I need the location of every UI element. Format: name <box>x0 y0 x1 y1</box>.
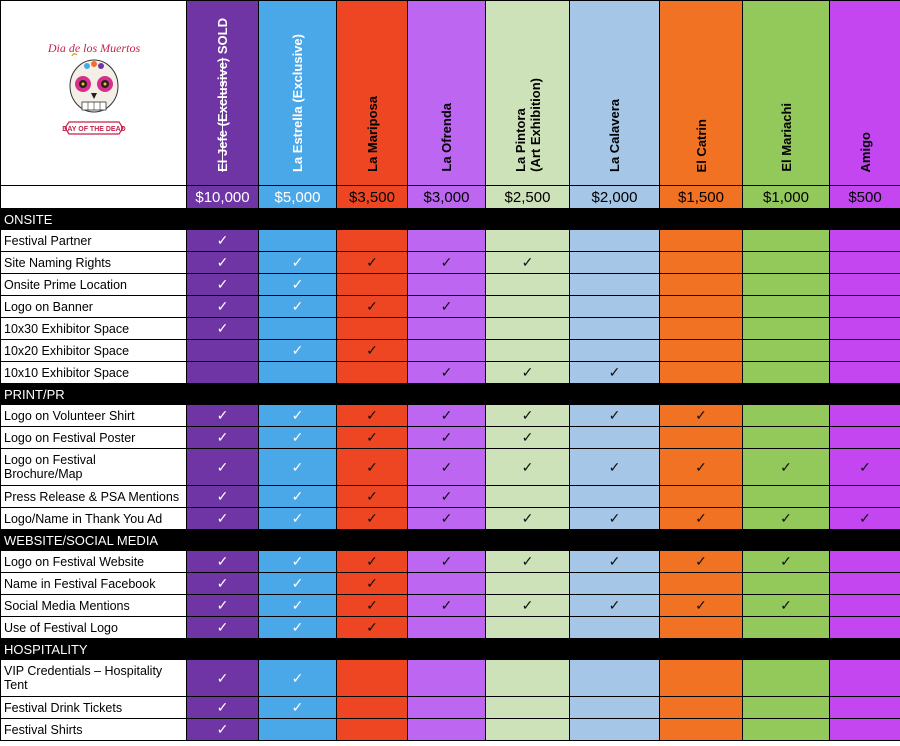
check-mark-icon: ✓ <box>743 595 830 617</box>
logo-title: Dia de los Muertos <box>47 40 140 55</box>
check-mark-icon: ✓ <box>660 449 743 486</box>
check-mark-icon: ✓ <box>259 508 337 530</box>
empty-cell <box>408 230 486 252</box>
empty-cell <box>570 252 660 274</box>
tier-name: El Mariachi <box>778 103 794 172</box>
empty-cell <box>830 340 900 362</box>
empty-cell <box>570 660 660 697</box>
benefit-row <box>1 660 900 697</box>
empty-cell <box>660 252 743 274</box>
benefit-row <box>1 318 900 340</box>
section-header <box>1 384 900 405</box>
check-mark-icon: ✓ <box>259 660 337 697</box>
check-mark-icon: ✓ <box>337 573 408 595</box>
empty-cell <box>743 486 830 508</box>
check-mark-icon: ✓ <box>486 449 570 486</box>
empty-cell <box>830 252 900 274</box>
benefit-row <box>1 230 900 252</box>
empty-cell <box>830 595 900 617</box>
empty-cell <box>830 318 900 340</box>
empty-cell <box>408 340 486 362</box>
check-mark-icon: ✓ <box>259 486 337 508</box>
benefit-label: Festival Shirts <box>1 719 187 741</box>
check-mark-icon: ✓ <box>408 508 486 530</box>
tier-header-5 <box>570 1 660 186</box>
benefit-label: Logo/Name in Thank You Ad <box>1 508 187 530</box>
section-title: PRINT/PR <box>1 384 900 405</box>
empty-cell <box>337 719 408 741</box>
empty-cell <box>660 318 743 340</box>
section-title: HOSPITALITY <box>1 639 900 660</box>
check-mark-icon: ✓ <box>259 551 337 573</box>
benefit-label: Festival Drink Tickets <box>1 697 187 719</box>
tier-name-struck: El Jefe (Exclusive) <box>215 57 230 172</box>
check-mark-icon: ✓ <box>187 252 259 274</box>
check-mark-icon: ✓ <box>337 427 408 449</box>
check-mark-icon: ✓ <box>259 340 337 362</box>
tier-price-8: $500 <box>830 186 900 209</box>
check-mark-icon: ✓ <box>408 449 486 486</box>
tier-name: Amigo <box>857 131 873 172</box>
empty-cell <box>743 340 830 362</box>
tier-price-5: $2,000 <box>570 186 660 209</box>
empty-cell <box>743 274 830 296</box>
section-title: ONSITE <box>1 209 900 230</box>
price-row <box>1 186 900 209</box>
empty-cell <box>660 274 743 296</box>
tier-name: La Calavera <box>607 99 622 172</box>
empty-cell <box>743 296 830 318</box>
check-mark-icon: ✓ <box>259 449 337 486</box>
check-mark-icon: ✓ <box>187 697 259 719</box>
benefit-label: Use of Festival Logo <box>1 617 187 639</box>
check-mark-icon: ✓ <box>187 427 259 449</box>
check-mark-icon: ✓ <box>337 617 408 639</box>
logo-subtitle: DAY OF THE DEAD <box>61 125 126 133</box>
empty-cell <box>743 697 830 719</box>
benefit-label: Logo on Festival Brochure/Map <box>1 449 187 486</box>
benefit-label: Press Release & PSA Mentions <box>1 486 187 508</box>
empty-cell <box>259 719 337 741</box>
benefit-label: VIP Credentials – Hospitality Tent <box>1 660 187 697</box>
check-mark-icon: ✓ <box>187 318 259 340</box>
empty-cell <box>743 405 830 427</box>
check-mark-icon: ✓ <box>408 486 486 508</box>
check-mark-icon: ✓ <box>187 551 259 573</box>
empty-cell <box>570 340 660 362</box>
benefit-row <box>1 551 900 573</box>
benefit-label: Festival Partner <box>1 230 187 252</box>
check-mark-icon: ✓ <box>486 427 570 449</box>
empty-cell <box>486 660 570 697</box>
empty-cell <box>660 340 743 362</box>
empty-cell <box>570 573 660 595</box>
benefit-row <box>1 508 900 530</box>
check-mark-icon: ✓ <box>337 340 408 362</box>
empty-cell <box>570 296 660 318</box>
check-mark-icon: ✓ <box>570 595 660 617</box>
benefit-row <box>1 719 900 741</box>
benefit-label: 10x10 Exhibitor Space <box>1 362 187 384</box>
empty-cell <box>743 573 830 595</box>
tier-header-1 <box>259 1 337 186</box>
empty-cell <box>259 230 337 252</box>
check-mark-icon: ✓ <box>259 573 337 595</box>
empty-cell <box>259 318 337 340</box>
benefit-row <box>1 697 900 719</box>
empty-cell <box>743 660 830 697</box>
benefit-row <box>1 252 900 274</box>
check-mark-icon: ✓ <box>259 405 337 427</box>
benefit-label: Logo on Festival Poster <box>1 427 187 449</box>
empty-cell <box>486 573 570 595</box>
empty-cell <box>570 719 660 741</box>
empty-cell <box>830 486 900 508</box>
empty-cell <box>830 274 900 296</box>
empty-cell <box>570 617 660 639</box>
empty-cell <box>187 362 259 384</box>
check-mark-icon: ✓ <box>187 296 259 318</box>
empty-cell <box>830 573 900 595</box>
check-mark-icon: ✓ <box>570 405 660 427</box>
check-mark-icon: ✓ <box>743 551 830 573</box>
empty-cell <box>830 362 900 384</box>
check-mark-icon: ✓ <box>337 405 408 427</box>
festival-logo <box>1 1 187 186</box>
check-mark-icon: ✓ <box>660 508 743 530</box>
benefit-row <box>1 595 900 617</box>
benefit-label: Logo on Festival Website <box>1 551 187 573</box>
check-mark-icon: ✓ <box>408 252 486 274</box>
empty-cell <box>743 362 830 384</box>
sugar-skull-icon <box>39 36 149 146</box>
empty-cell <box>743 617 830 639</box>
section-header <box>1 209 900 230</box>
benefit-label: Site Naming Rights <box>1 252 187 274</box>
check-mark-icon: ✓ <box>408 296 486 318</box>
tier-header-4 <box>486 1 570 186</box>
tier-name <box>215 18 230 172</box>
check-mark-icon: ✓ <box>259 296 337 318</box>
tier-name: La Ofrenda <box>439 103 454 172</box>
check-mark-icon: ✓ <box>187 719 259 741</box>
check-mark-icon: ✓ <box>408 595 486 617</box>
check-mark-icon: ✓ <box>259 595 337 617</box>
tier-price-1: $5,000 <box>259 186 337 209</box>
empty-cell <box>408 660 486 697</box>
check-mark-icon: ✓ <box>743 449 830 486</box>
check-mark-icon: ✓ <box>187 660 259 697</box>
check-mark-icon: ✓ <box>660 405 743 427</box>
empty-cell <box>830 230 900 252</box>
empty-cell <box>187 340 259 362</box>
benefit-label: Social Media Mentions <box>1 595 187 617</box>
tier-name: El Catrin <box>693 118 709 172</box>
benefit-row <box>1 427 900 449</box>
benefit-row <box>1 486 900 508</box>
empty-cell <box>408 697 486 719</box>
tier-sold-label: SOLD <box>215 18 230 58</box>
empty-cell <box>830 617 900 639</box>
check-mark-icon: ✓ <box>486 362 570 384</box>
empty-cell <box>486 340 570 362</box>
check-mark-icon: ✓ <box>337 449 408 486</box>
empty-cell <box>660 362 743 384</box>
tier-price-6: $1,500 <box>660 186 743 209</box>
check-mark-icon: ✓ <box>259 697 337 719</box>
section-title: WEBSITE/SOCIAL MEDIA <box>1 530 900 551</box>
empty-cell <box>660 427 743 449</box>
check-mark-icon: ✓ <box>187 508 259 530</box>
empty-cell <box>830 427 900 449</box>
check-mark-icon: ✓ <box>187 486 259 508</box>
tier-name: La Pintora (Art Exhibition) <box>512 78 543 172</box>
benefit-row <box>1 340 900 362</box>
check-mark-icon: ✓ <box>187 573 259 595</box>
empty-cell <box>570 230 660 252</box>
check-mark-icon: ✓ <box>486 405 570 427</box>
empty-cell <box>337 697 408 719</box>
tier-price-3: $3,000 <box>408 186 486 209</box>
empty-cell <box>408 617 486 639</box>
empty-cell <box>830 405 900 427</box>
empty-cell <box>743 719 830 741</box>
benefit-row <box>1 362 900 384</box>
check-mark-icon: ✓ <box>337 252 408 274</box>
empty-cell <box>337 230 408 252</box>
empty-cell <box>486 274 570 296</box>
benefit-label: 10x20 Exhibitor Space <box>1 340 187 362</box>
empty-cell <box>660 486 743 508</box>
empty-cell <box>408 719 486 741</box>
empty-cell <box>570 697 660 719</box>
check-mark-icon: ✓ <box>259 427 337 449</box>
benefit-row <box>1 573 900 595</box>
tier-header-7 <box>743 1 830 186</box>
check-mark-icon: ✓ <box>486 508 570 530</box>
tier-header-2 <box>337 1 408 186</box>
check-mark-icon: ✓ <box>570 362 660 384</box>
check-mark-icon: ✓ <box>337 296 408 318</box>
check-mark-icon: ✓ <box>187 449 259 486</box>
empty-cell <box>660 230 743 252</box>
empty-cell <box>570 274 660 296</box>
empty-cell <box>830 551 900 573</box>
empty-cell <box>830 296 900 318</box>
check-mark-icon: ✓ <box>337 595 408 617</box>
empty-cell <box>337 362 408 384</box>
empty-cell <box>408 318 486 340</box>
check-mark-icon: ✓ <box>259 274 337 296</box>
section-header <box>1 639 900 660</box>
empty-cell <box>486 296 570 318</box>
benefit-label: Onsite Prime Location <box>1 274 187 296</box>
check-mark-icon: ✓ <box>408 427 486 449</box>
benefit-label: Logo on Banner <box>1 296 187 318</box>
empty-cell <box>830 719 900 741</box>
empty-cell <box>408 274 486 296</box>
tier-name: La Estrella (Exclusive) <box>290 33 305 172</box>
empty-cell <box>660 719 743 741</box>
empty-cell <box>743 318 830 340</box>
tier-price-0: $10,000 <box>187 186 259 209</box>
tier-header-0 <box>187 1 259 186</box>
section-header <box>1 530 900 551</box>
check-mark-icon: ✓ <box>187 405 259 427</box>
check-mark-icon: ✓ <box>660 595 743 617</box>
empty-cell <box>660 296 743 318</box>
empty-cell <box>570 318 660 340</box>
empty-cell <box>259 362 337 384</box>
empty-cell <box>830 697 900 719</box>
benefit-row <box>1 296 900 318</box>
check-mark-icon: ✓ <box>660 551 743 573</box>
empty-cell <box>486 486 570 508</box>
check-mark-icon: ✓ <box>830 508 900 530</box>
benefit-label: 10x30 Exhibitor Space <box>1 318 187 340</box>
empty-cell <box>743 252 830 274</box>
tier-price-4: $2,500 <box>486 186 570 209</box>
tier-price-7: $1,000 <box>743 186 830 209</box>
benefit-label: Name in Festival Facebook <box>1 573 187 595</box>
benefit-row <box>1 405 900 427</box>
check-mark-icon: ✓ <box>408 551 486 573</box>
empty-cell <box>660 617 743 639</box>
check-mark-icon: ✓ <box>743 508 830 530</box>
empty-cell <box>830 660 900 697</box>
check-mark-icon: ✓ <box>187 617 259 639</box>
check-mark-icon: ✓ <box>187 274 259 296</box>
check-mark-icon: ✓ <box>486 252 570 274</box>
tier-header-6 <box>660 1 743 186</box>
empty-cell <box>486 318 570 340</box>
check-mark-icon: ✓ <box>337 508 408 530</box>
check-mark-icon: ✓ <box>486 595 570 617</box>
empty-cell <box>486 617 570 639</box>
tier-name: La Mariposa <box>364 96 380 172</box>
empty-cell <box>337 660 408 697</box>
check-mark-icon: ✓ <box>570 551 660 573</box>
empty-cell <box>660 660 743 697</box>
tier-header-8 <box>830 1 900 186</box>
check-mark-icon: ✓ <box>486 551 570 573</box>
empty-cell <box>743 230 830 252</box>
check-mark-icon: ✓ <box>408 405 486 427</box>
benefit-row <box>1 274 900 296</box>
check-mark-icon: ✓ <box>337 551 408 573</box>
price-row-empty <box>1 186 187 209</box>
empty-cell <box>570 427 660 449</box>
empty-cell <box>486 697 570 719</box>
empty-cell <box>408 573 486 595</box>
check-mark-icon: ✓ <box>187 230 259 252</box>
check-mark-icon: ✓ <box>187 595 259 617</box>
empty-cell <box>337 318 408 340</box>
empty-cell <box>486 230 570 252</box>
empty-cell <box>570 486 660 508</box>
empty-cell <box>486 719 570 741</box>
check-mark-icon: ✓ <box>570 449 660 486</box>
empty-cell <box>337 274 408 296</box>
benefit-row <box>1 617 900 639</box>
check-mark-icon: ✓ <box>408 362 486 384</box>
check-mark-icon: ✓ <box>830 449 900 486</box>
empty-cell <box>660 697 743 719</box>
tier-header-row <box>1 1 900 186</box>
empty-cell <box>743 427 830 449</box>
check-mark-icon: ✓ <box>570 508 660 530</box>
check-mark-icon: ✓ <box>337 486 408 508</box>
check-mark-icon: ✓ <box>259 252 337 274</box>
tier-price-2: $3,500 <box>337 186 408 209</box>
empty-cell <box>660 573 743 595</box>
benefit-label: Logo on Volunteer Shirt <box>1 405 187 427</box>
check-mark-icon: ✓ <box>259 617 337 639</box>
benefit-row <box>1 449 900 486</box>
tier-header-3 <box>408 1 486 186</box>
